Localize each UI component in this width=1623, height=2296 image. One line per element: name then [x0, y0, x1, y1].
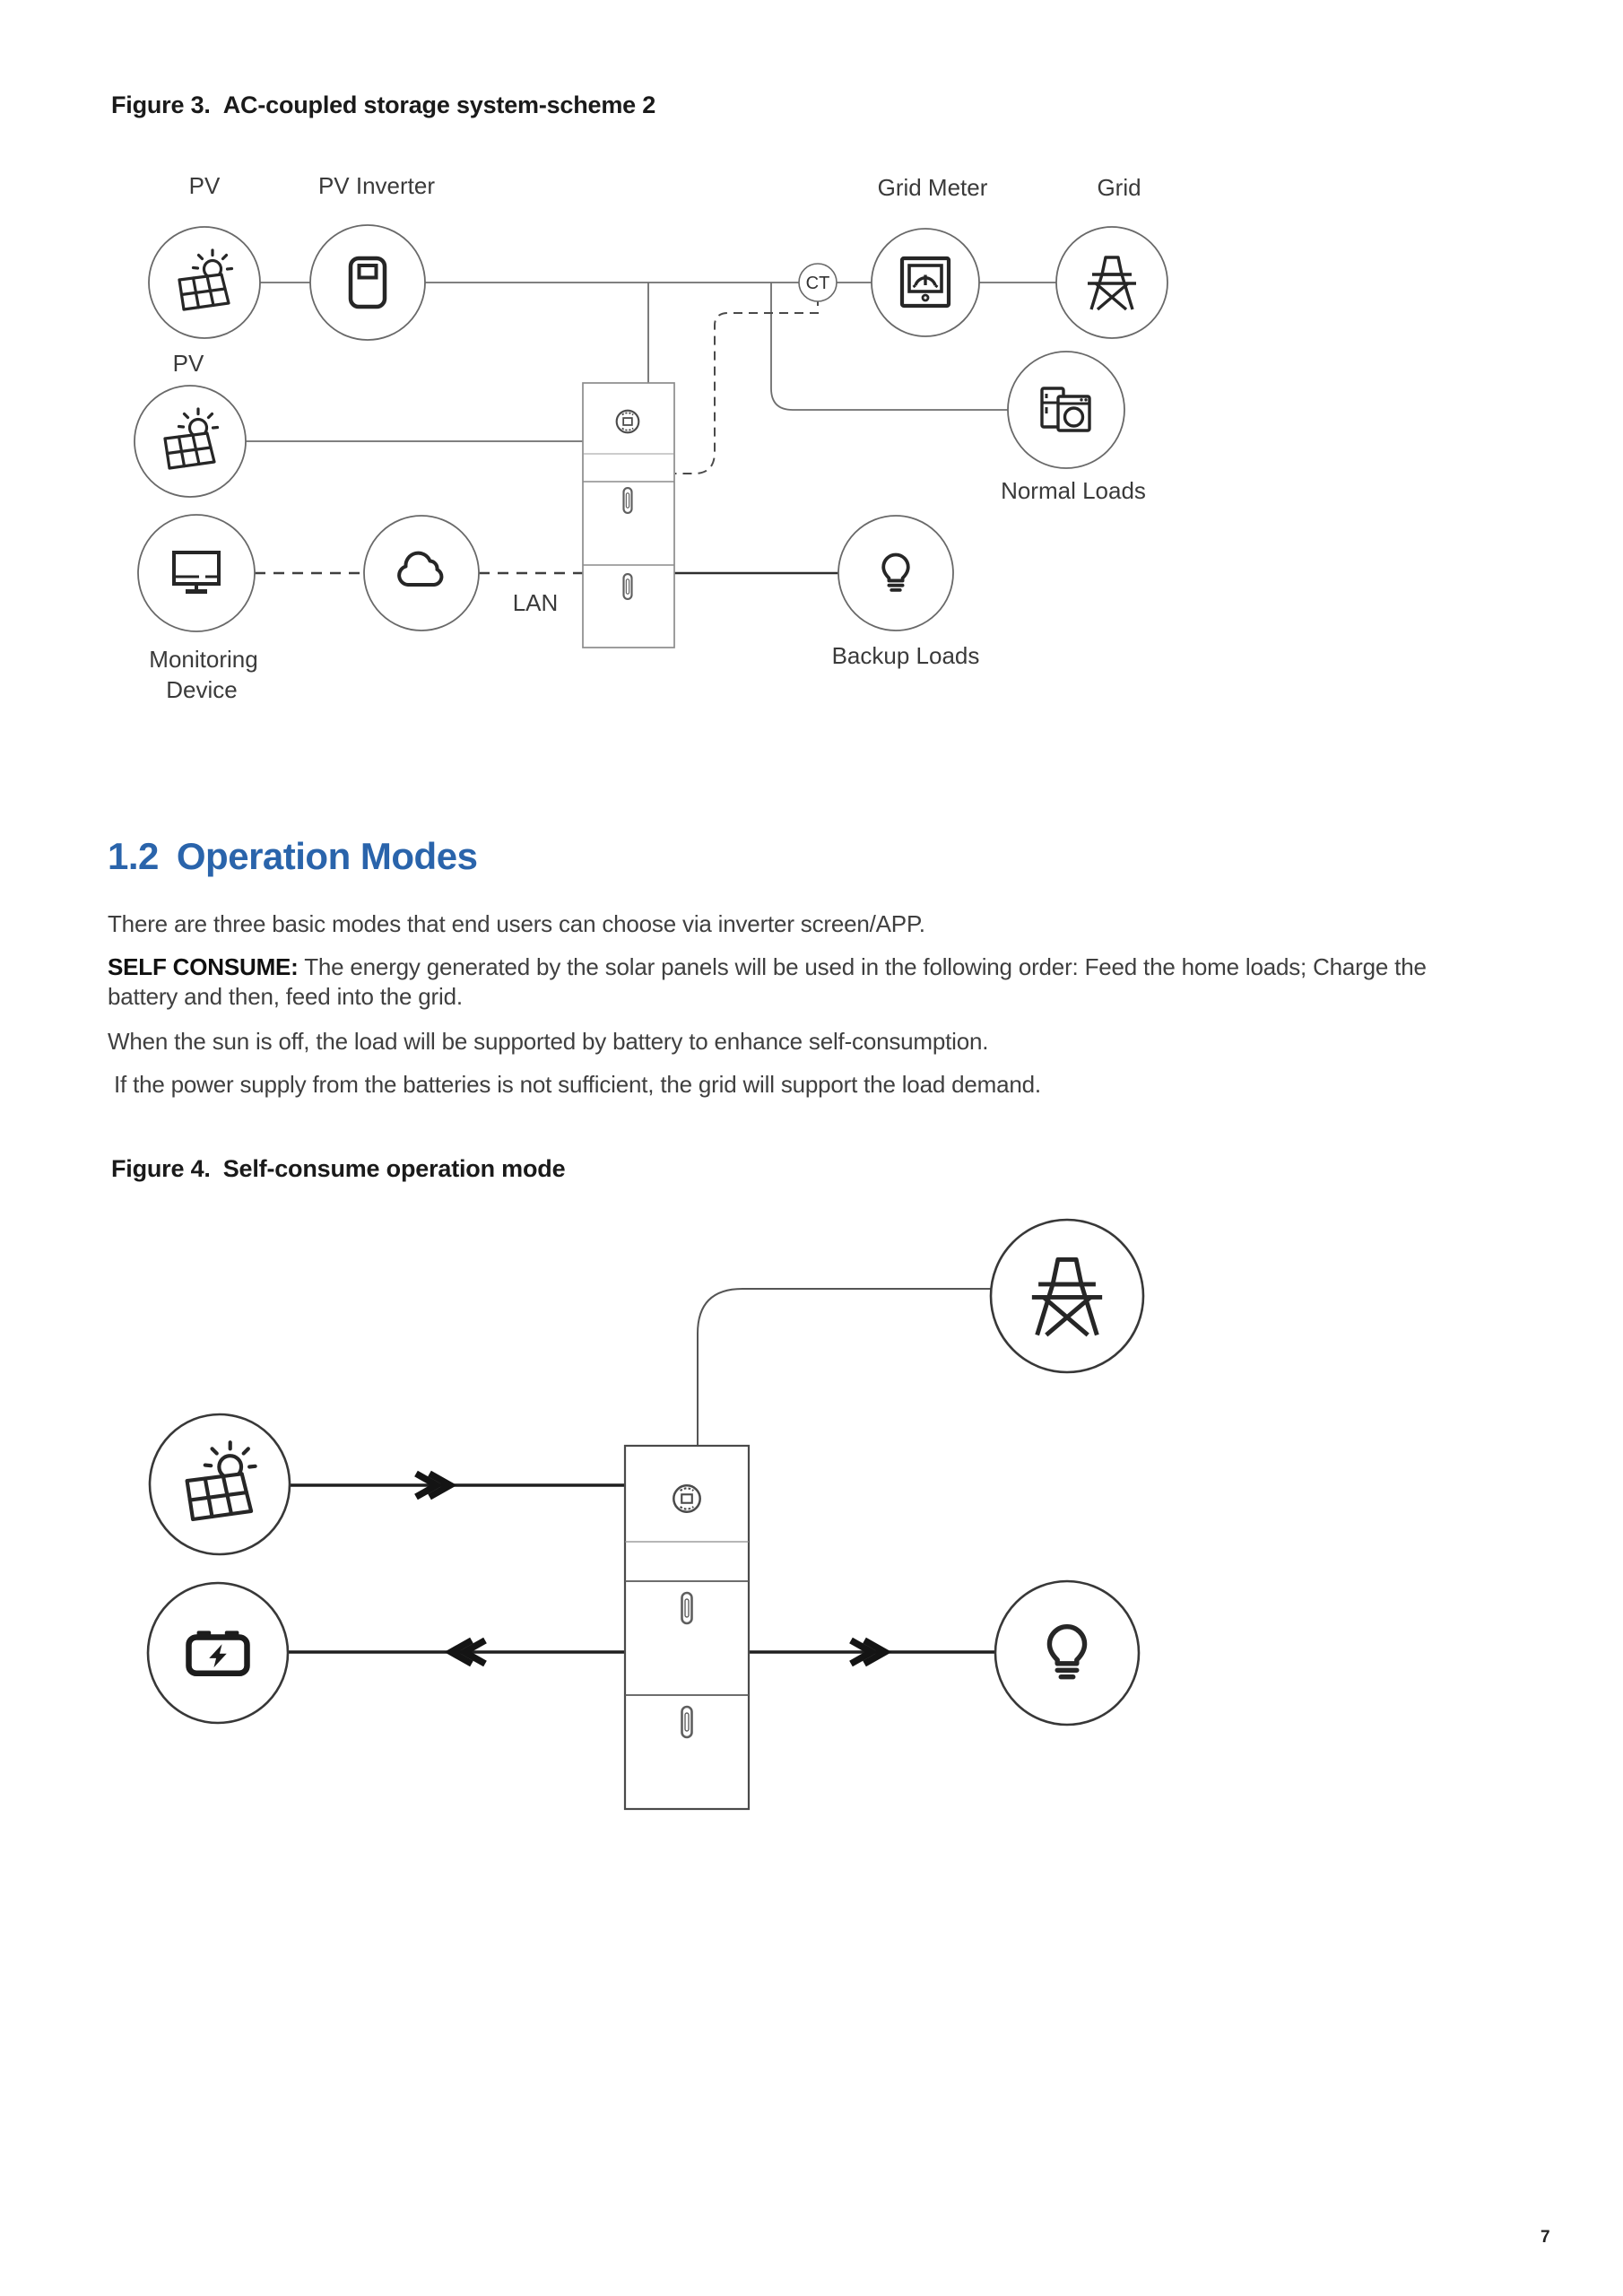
self-consume-text: The energy generated by the solar panels will be used in the following order: Feed the home loads; Charge the battery and then, feed into the grid.: [108, 953, 1427, 1010]
label-monitoring-line2: Device: [166, 676, 238, 703]
battery-handle-icon: [623, 488, 631, 513]
label-pv-side: PV: [172, 350, 204, 377]
figure4-diagram: [0, 1211, 1623, 1839]
battery-handle-icon: [682, 1707, 692, 1737]
loads-node-circle: [995, 1581, 1139, 1725]
storage-inverter-stack: [625, 1446, 749, 1809]
label-normal-loads: Normal Loads: [1001, 477, 1146, 504]
figure3-caption: [111, 91, 655, 119]
wire-stack-to-grid: [698, 1289, 991, 1446]
label-pv-inverter: PV Inverter: [317, 172, 436, 199]
page-number: 7: [1541, 2228, 1550, 2247]
section-title: Operation Modes: [176, 835, 478, 877]
backup-loads-node-circle: [838, 516, 953, 631]
label-pv-top: PV: [188, 172, 221, 199]
storage-inverter-stack: [583, 383, 674, 648]
figure3-caption-title: AC-coupled storage system-scheme 2: [222, 91, 656, 118]
label-grid-meter: Grid Meter: [877, 174, 988, 201]
self-consume-label: SELF CONSUME:: [108, 953, 299, 980]
figure4-caption-prefix: Figure 4.: [111, 1155, 211, 1182]
monitoring-node-circle: [138, 515, 255, 631]
section-body: [108, 909, 1480, 1100]
label-lan: LAN: [512, 589, 559, 616]
figure4-caption-title: Self-consume operation mode: [222, 1155, 566, 1182]
label-ct: CT: [805, 274, 830, 293]
pv-inverter-node-circle: [310, 225, 425, 340]
label-monitoring-line1: Monitoring: [149, 646, 258, 673]
figure3-diagram: [0, 135, 1623, 744]
paragraph-grid-note: If the power supply from the batteries is not sufficient, the grid will support the load demand.: [114, 1071, 1041, 1098]
paragraph-self-consume: [108, 952, 1480, 1012]
battery-handle-icon: [623, 574, 631, 599]
section-number: 1.2: [108, 835, 159, 877]
battery-handle-icon: [682, 1593, 692, 1623]
dashed-ct-sense-line: [675, 297, 818, 474]
label-backup-loads: Backup Loads: [831, 642, 980, 669]
figure4-caption: [111, 1155, 565, 1183]
paragraph-battery-note: When the sun is off, the load will be supported by battery to enhance self-consumption.: [108, 1028, 989, 1055]
label-grid: Grid: [1097, 174, 1141, 201]
section-heading: [108, 835, 477, 878]
paragraph-intro: There are three basic modes that end users can choose via inverter screen/APP.: [108, 910, 925, 937]
figure3-caption-prefix: Figure 3.: [111, 91, 211, 118]
